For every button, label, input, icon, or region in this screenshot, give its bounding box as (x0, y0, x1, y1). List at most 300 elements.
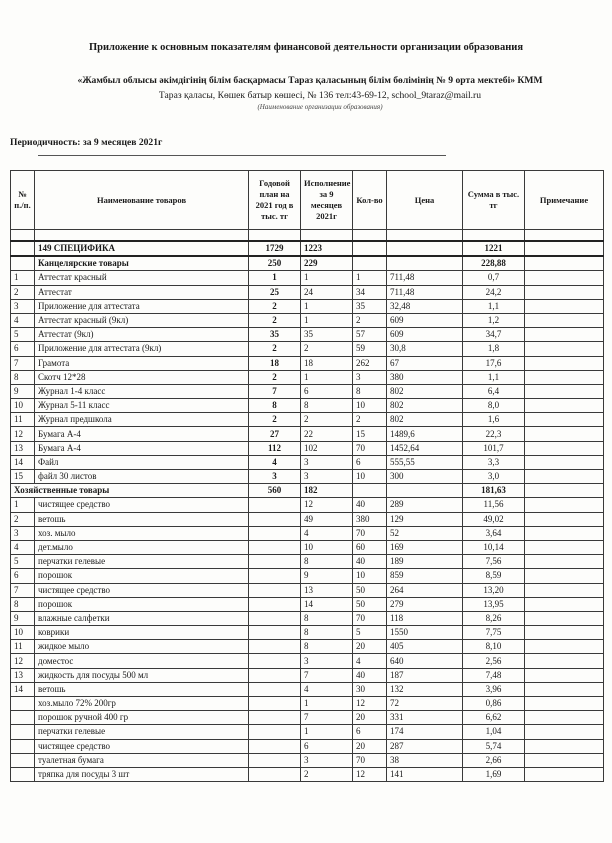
col-execution: Исполнение за 9 месяцев 2021г (301, 171, 353, 230)
row-number: 10 (11, 626, 35, 640)
spec-exec: 1223 (301, 241, 353, 256)
row-plan: 1 (249, 271, 301, 285)
period-label: Периодичность: за 9 месяцев 2021г (10, 137, 163, 148)
row-name: чистящее средство (35, 498, 249, 512)
row-price: 32,48 (387, 299, 463, 313)
row-exec: 1 (301, 370, 353, 384)
row-note (525, 455, 604, 469)
row-name: перчатки гелевые (35, 725, 249, 739)
row-price: 1452,64 (387, 441, 463, 455)
row-price (387, 256, 463, 271)
row-number: 14 (11, 682, 35, 696)
row-plan: 7 (249, 384, 301, 398)
row-qty: 10 (353, 569, 387, 583)
row-note (525, 640, 604, 654)
row-plan: 2 (249, 342, 301, 356)
row-note (525, 399, 604, 413)
row-number: 2 (11, 512, 35, 526)
row-price: 189 (387, 555, 463, 569)
row-qty: 70 (353, 526, 387, 540)
row-sum: 6,4 (463, 384, 525, 398)
row-plan (249, 682, 301, 696)
row-exec: 22 (301, 427, 353, 441)
table-row (11, 611, 604, 625)
row-sum: 3,0 (463, 470, 525, 484)
row-qty: 60 (353, 540, 387, 554)
row-exec: 1 (301, 697, 353, 711)
row-exec: 7 (301, 711, 353, 725)
row-sum: 101,7 (463, 441, 525, 455)
table-row (11, 569, 604, 583)
row-price: 141 (387, 767, 463, 781)
organization-caption: (Наименование организации образования) (257, 103, 383, 111)
row-name: Аттестат красный (9кл) (35, 313, 249, 327)
table-header-row (11, 171, 604, 230)
row-note (525, 512, 604, 526)
row-name: туалетная бумага (35, 753, 249, 767)
row-exec: 4 (301, 526, 353, 540)
row-name: жидкость для посуды 500 мл (35, 668, 249, 682)
table-row (11, 313, 604, 327)
row-number: 1 (11, 498, 35, 512)
row-number: 2 (11, 285, 35, 299)
row-plan: 112 (249, 441, 301, 455)
row-qty (353, 256, 387, 271)
row-price: 405 (387, 640, 463, 654)
row-note (525, 328, 604, 342)
row-qty: 2 (353, 413, 387, 427)
row-number: 6 (11, 569, 35, 583)
row-note (525, 427, 604, 441)
row-note (525, 739, 604, 753)
row-price: 331 (387, 711, 463, 725)
row-price: 67 (387, 356, 463, 370)
col-plan: Годовой план на 2021 год в тыс. тг (249, 171, 301, 230)
row-exec: 2 (301, 767, 353, 781)
row-number: 11 (11, 413, 35, 427)
blank-gap-row (11, 230, 604, 242)
row-plan: 25 (249, 285, 301, 299)
row-number: 8 (11, 597, 35, 611)
row-sum: 1,69 (463, 767, 525, 781)
row-plan: 250 (249, 256, 301, 271)
col-number: № п./п. (11, 171, 35, 230)
row-note (525, 597, 604, 611)
row-exec: 6 (301, 739, 353, 753)
table-row (11, 498, 604, 512)
row-sum: 24,2 (463, 285, 525, 299)
row-name: Аттестат красный (35, 271, 249, 285)
row-exec: 14 (301, 597, 353, 611)
table-row (11, 597, 604, 611)
table-row (11, 256, 604, 271)
row-note (525, 626, 604, 640)
row-qty: 380 (353, 512, 387, 526)
row-price: 169 (387, 540, 463, 554)
row-name: перчатки гелевые (35, 555, 249, 569)
goods-table (10, 170, 604, 782)
row-exec: 2 (301, 342, 353, 356)
table-row (11, 682, 604, 696)
row-name: чистящее средство (35, 583, 249, 597)
table-row (11, 711, 604, 725)
row-sum: 17,6 (463, 356, 525, 370)
organization-name: «Жамбыл облысы әкімдігінің білім басқармасы Тараз қаласының білім бөлімінің № 9 орта мектебі» КММ (77, 75, 543, 86)
table-row (11, 526, 604, 540)
row-sum: 8,0 (463, 399, 525, 413)
row-price: 802 (387, 413, 463, 427)
row-note (525, 611, 604, 625)
row-price: 1489,6 (387, 427, 463, 441)
row-plan (249, 555, 301, 569)
row-plan (249, 697, 301, 711)
row-note (525, 569, 604, 583)
row-plan (249, 540, 301, 554)
row-plan: 18 (249, 356, 301, 370)
row-note (525, 668, 604, 682)
col-sum: Сумма в тыс. тг (463, 171, 525, 230)
row-sum: 0,86 (463, 697, 525, 711)
row-qty: 6 (353, 725, 387, 739)
row-number: 9 (11, 384, 35, 398)
row-plan: 27 (249, 427, 301, 441)
row-plan (249, 654, 301, 668)
table-row (11, 739, 604, 753)
table-row (11, 342, 604, 356)
row-qty: 40 (353, 668, 387, 682)
row-plan (249, 753, 301, 767)
row-plan (249, 569, 301, 583)
row-sum: 2,66 (463, 753, 525, 767)
row-exec: 8 (301, 611, 353, 625)
row-number: 15 (11, 470, 35, 484)
row-name: Аттестат (9кл) (35, 328, 249, 342)
row-note (525, 526, 604, 540)
row-exec: 13 (301, 583, 353, 597)
row-qty: 40 (353, 498, 387, 512)
row-price: 38 (387, 753, 463, 767)
row-name: Журнал предшкола (35, 413, 249, 427)
row-qty: 5 (353, 626, 387, 640)
table-row (11, 555, 604, 569)
row-note (525, 370, 604, 384)
row-sum: 11,56 (463, 498, 525, 512)
col-name: Наименование товаров (35, 171, 249, 230)
row-note (525, 313, 604, 327)
col-price: Цена (387, 171, 463, 230)
row-sum: 7,48 (463, 668, 525, 682)
row-note (525, 441, 604, 455)
row-sum: 7,75 (463, 626, 525, 640)
row-note (525, 682, 604, 696)
row-sum: 1,1 (463, 370, 525, 384)
row-qty: 57 (353, 328, 387, 342)
row-price: 118 (387, 611, 463, 625)
row-number: 1 (11, 271, 35, 285)
row-exec: 2 (301, 413, 353, 427)
table-row (11, 668, 604, 682)
row-price: 1550 (387, 626, 463, 640)
row-name: чистящее средство (35, 739, 249, 753)
table-row (11, 271, 604, 285)
row-sum: 5,74 (463, 739, 525, 753)
row-number: 12 (11, 427, 35, 441)
table-row (11, 540, 604, 554)
table-row (11, 399, 604, 413)
row-qty: 10 (353, 470, 387, 484)
row-name: Бумага А-4 (35, 427, 249, 441)
row-price: 609 (387, 328, 463, 342)
row-plan (249, 725, 301, 739)
row-number: 4 (11, 313, 35, 327)
row-note (525, 271, 604, 285)
row-qty: 10 (353, 399, 387, 413)
row-exec: 3 (301, 654, 353, 668)
row-sum: 1,6 (463, 413, 525, 427)
row-name: файл 30 листов (35, 470, 249, 484)
row-number: 8 (11, 370, 35, 384)
row-name: порошок ручной 400 гр (35, 711, 249, 725)
row-name: Журнал 5-11 класс (35, 399, 249, 413)
row-qty: 6 (353, 455, 387, 469)
row-sum: 8,10 (463, 640, 525, 654)
table-row (11, 455, 604, 469)
col-note: Примечание (525, 171, 604, 230)
row-plan: 2 (249, 313, 301, 327)
row-sum: 3,3 (463, 455, 525, 469)
row-note (525, 299, 604, 313)
row-note (525, 342, 604, 356)
row-plan (249, 597, 301, 611)
row-exec: 1 (301, 313, 353, 327)
row-exec: 10 (301, 540, 353, 554)
col-quantity: Кол-во (353, 171, 387, 230)
row-qty: 12 (353, 697, 387, 711)
table-row (11, 725, 604, 739)
row-name: Канцелярские товары (35, 256, 249, 271)
table-row (11, 753, 604, 767)
row-name: доместос (35, 654, 249, 668)
table-row (11, 767, 604, 781)
row-number: 3 (11, 299, 35, 313)
row-exec: 102 (301, 441, 353, 455)
row-name: влажные салфетки (35, 611, 249, 625)
document-title: Приложение к основным показателям финансовой деятельности организации образования (88, 42, 523, 53)
row-qty: 59 (353, 342, 387, 356)
spec-row (11, 241, 604, 256)
row-name: порошок (35, 597, 249, 611)
row-price (387, 484, 463, 498)
table-row (11, 285, 604, 299)
row-number (11, 767, 35, 781)
organization-address: Тараз қаласы, Көшек батыр көшесі, № 136 тел:43-69-12, school_9taraz@mail.ru (158, 90, 482, 101)
row-exec: 6 (301, 384, 353, 398)
row-price: 187 (387, 668, 463, 682)
row-qty: 40 (353, 555, 387, 569)
row-name: Грамота (35, 356, 249, 370)
row-qty: 50 (353, 583, 387, 597)
row-name: порошок (35, 569, 249, 583)
row-qty: 20 (353, 711, 387, 725)
row-price: 640 (387, 654, 463, 668)
row-price: 129 (387, 512, 463, 526)
row-price: 72 (387, 697, 463, 711)
table-row (11, 370, 604, 384)
row-number: 7 (11, 356, 35, 370)
table-row (11, 299, 604, 313)
row-number: 13 (11, 441, 35, 455)
row-sum: 10,14 (463, 540, 525, 554)
row-plan: 2 (249, 413, 301, 427)
row-name: Приложение для аттестата (9кл) (35, 342, 249, 356)
row-number: 5 (11, 328, 35, 342)
row-plan (249, 583, 301, 597)
row-plan (249, 512, 301, 526)
spec-plan: 1729 (249, 241, 301, 256)
row-sum: 13,95 (463, 597, 525, 611)
row-name: Журнал 1-4 класс (35, 384, 249, 398)
row-name: Скотч 12*28 (35, 370, 249, 384)
row-plan (249, 668, 301, 682)
row-price: 859 (387, 569, 463, 583)
row-qty: 15 (353, 427, 387, 441)
row-sum: 1,2 (463, 313, 525, 327)
table-row (11, 427, 604, 441)
row-number (11, 753, 35, 767)
row-name: дет.мыло (35, 540, 249, 554)
row-note (525, 767, 604, 781)
row-exec: 8 (301, 640, 353, 654)
row-exec: 3 (301, 470, 353, 484)
row-sum: 1,1 (463, 299, 525, 313)
table-row (11, 583, 604, 597)
row-sum: 7,56 (463, 555, 525, 569)
row-price: 289 (387, 498, 463, 512)
row-note (525, 384, 604, 398)
row-number: 9 (11, 611, 35, 625)
row-number: 14 (11, 455, 35, 469)
row-number: 6 (11, 342, 35, 356)
row-price: 711,48 (387, 271, 463, 285)
row-number: 5 (11, 555, 35, 569)
table-row (11, 512, 604, 526)
row-number: 11 (11, 640, 35, 654)
row-plan (249, 767, 301, 781)
row-number: 13 (11, 668, 35, 682)
row-price: 555,55 (387, 455, 463, 469)
row-exec: 12 (301, 498, 353, 512)
row-sum: 181,63 (463, 484, 525, 498)
row-price: 380 (387, 370, 463, 384)
row-note (525, 697, 604, 711)
row-exec: 1 (301, 271, 353, 285)
row-number (11, 711, 35, 725)
row-name: коврики (35, 626, 249, 640)
row-plan (249, 640, 301, 654)
row-note (525, 555, 604, 569)
row-number: 12 (11, 654, 35, 668)
row-exec: 18 (301, 356, 353, 370)
row-qty: 35 (353, 299, 387, 313)
row-note (525, 470, 604, 484)
row-exec: 8 (301, 399, 353, 413)
row-qty: 8 (353, 384, 387, 398)
table-row (11, 441, 604, 455)
row-price: 300 (387, 470, 463, 484)
row-qty: 20 (353, 640, 387, 654)
row-plan: 560 (249, 484, 301, 498)
row-exec: 3 (301, 455, 353, 469)
row-price: 609 (387, 313, 463, 327)
row-qty: 20 (353, 739, 387, 753)
row-price: 279 (387, 597, 463, 611)
row-note (525, 654, 604, 668)
row-note (525, 540, 604, 554)
row-exec: 182 (301, 484, 353, 498)
row-qty: 70 (353, 441, 387, 455)
row-exec: 8 (301, 626, 353, 640)
row-price: 711,48 (387, 285, 463, 299)
row-plan (249, 626, 301, 640)
row-exec: 4 (301, 682, 353, 696)
row-sum: 8,59 (463, 569, 525, 583)
row-note (525, 413, 604, 427)
table-row (11, 384, 604, 398)
row-price: 132 (387, 682, 463, 696)
row-name: тряпка для посуды 3 шт (35, 767, 249, 781)
table-row (11, 484, 604, 498)
section-label: Хозяйственные товары (11, 484, 249, 498)
row-sum: 49,02 (463, 512, 525, 526)
row-name: Файл (35, 455, 249, 469)
spec-sum: 1221 (463, 241, 525, 256)
table-row (11, 470, 604, 484)
row-note (525, 256, 604, 271)
row-qty: 50 (353, 597, 387, 611)
row-qty: 30 (353, 682, 387, 696)
row-note (525, 285, 604, 299)
row-sum: 3,64 (463, 526, 525, 540)
row-qty: 70 (353, 753, 387, 767)
row-plan: 4 (249, 455, 301, 469)
row-number (11, 697, 35, 711)
row-plan: 2 (249, 299, 301, 313)
row-number (11, 725, 35, 739)
row-qty: 70 (353, 611, 387, 625)
row-exec: 7 (301, 668, 353, 682)
table-row (11, 328, 604, 342)
row-sum: 6,62 (463, 711, 525, 725)
row-plan (249, 711, 301, 725)
row-exec: 9 (301, 569, 353, 583)
row-name: Приложение для аттестата (35, 299, 249, 313)
row-sum: 1,04 (463, 725, 525, 739)
row-sum: 3,96 (463, 682, 525, 696)
row-plan (249, 611, 301, 625)
row-sum: 13,20 (463, 583, 525, 597)
table-row (11, 640, 604, 654)
row-price: 802 (387, 384, 463, 398)
table-row (11, 413, 604, 427)
row-exec: 8 (301, 555, 353, 569)
spec-name: 149 СПЕЦИФИКА (35, 241, 249, 256)
row-qty: 3 (353, 370, 387, 384)
row-name: хоз.мыло 72% 200гр (35, 697, 249, 711)
row-number (11, 739, 35, 753)
row-name: хоз. мыло (35, 526, 249, 540)
row-note (525, 498, 604, 512)
table-row (11, 626, 604, 640)
